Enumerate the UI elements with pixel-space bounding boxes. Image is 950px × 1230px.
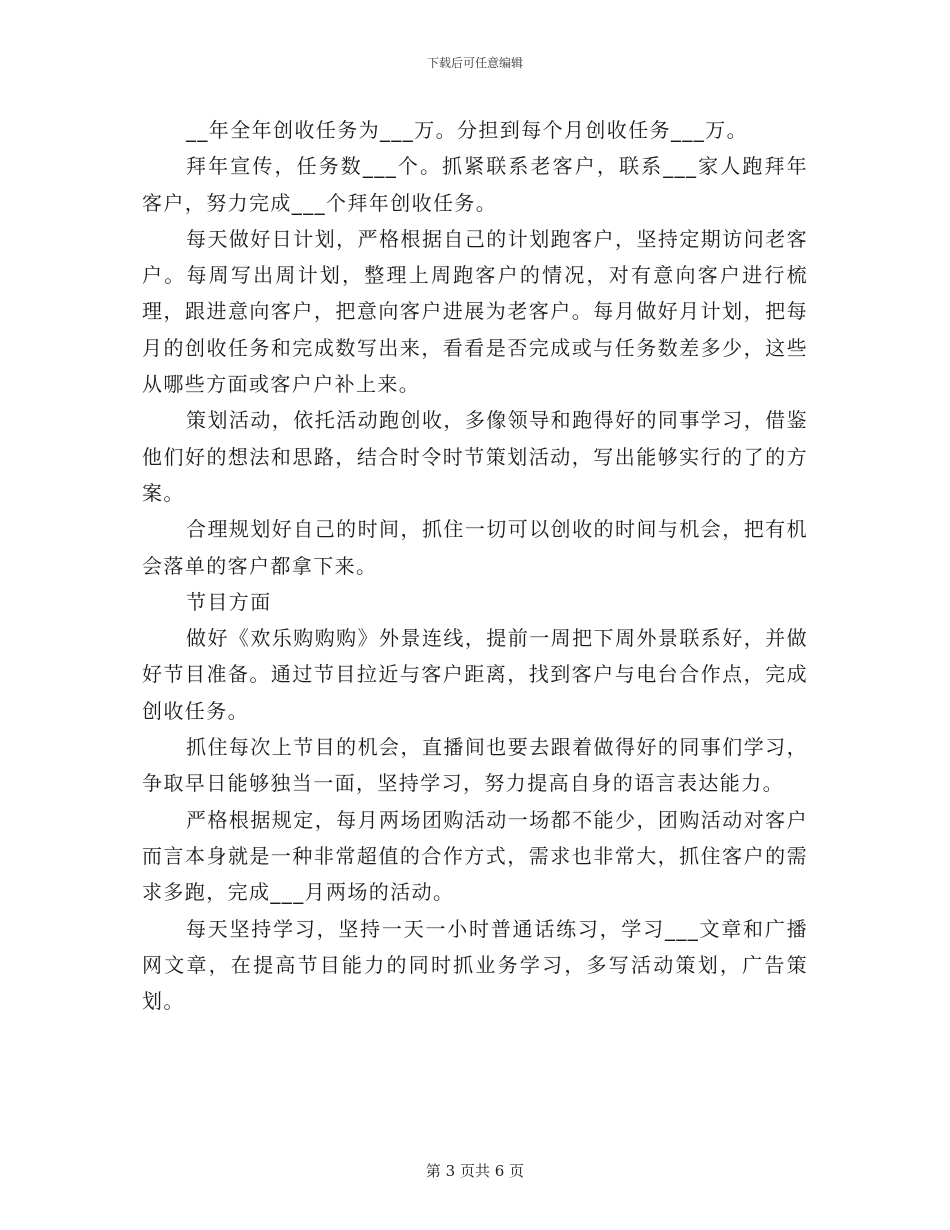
paragraph-group-buying: 严格根据规定，每月两场团购活动一场都不能少，团购活动对客户而言本身就是一种非常超值的合作方式，需求也非常大，抓住客户的需求多跑，完成___月两场的活动。 bbox=[142, 807, 808, 905]
page-footer: 第 3 页共 6 页 bbox=[425, 1162, 525, 1180]
paragraph-outdoor-link: 做好《欢乐购购购》外景连线，提前一周把下周外景联系好，并做好节目准备。通过节目拉近与客户距离，找到客户与电台合作点，完成创收任务。 bbox=[142, 626, 808, 723]
paragraph-time-management: 合理规划好自己的时间，抓住一切可以创收的时间与机会，把有机会落单的客户都拿下来。 bbox=[142, 517, 808, 578]
section-heading-program: 节目方面 bbox=[186, 589, 272, 614]
document-body bbox=[142, 112, 808, 1019]
paragraph-annual-target: __年全年创收任务为___万。分担到每个月创收任务___万。 bbox=[186, 118, 748, 142]
paragraph-live-learning: 抓住每次上节目的机会，直播间也要去跟着做得好的同事们学习，争取早日能够独当一面，坚持学习，努力提高自身的语言表达能力。 bbox=[142, 735, 808, 796]
paragraph-new-year-promo: 拜年宣传，任务数___个。抓紧联系老客户，联系___家人跑拜年客户，努力完成___个拜年创收任务。 bbox=[142, 154, 808, 215]
paragraph-plan-activities: 策划活动，依托活动跑创收，多像领导和跑得好的同事学习，借鉴他们好的想法和思路，结合时令时节策划活动，写出能够实行的了的方案。 bbox=[142, 408, 808, 505]
paragraph-daily-plan: 每天做好日计划，严格根据自己的计划跑客户，坚持定期访问老客户。每周写出周计划，整理上周跑客户的情况，对有意向客户进行梳理，跟进意向客户，把意向客户进展为老客户。每月做好月计划，把每月的创收任务和完成数写出来，看看是否完成或与任务数差多少，这些从哪些方面或客户户补上来。 bbox=[142, 226, 808, 397]
paragraph-daily-study: 每天坚持学习，坚持一天一小时普通话练习，学习___文章和广播网文章，在提高节目能力的同时抓业务学习，多写活动策划，广告策划。 bbox=[142, 916, 808, 1014]
page-header: 下载后可任意编辑 bbox=[426, 56, 523, 70]
